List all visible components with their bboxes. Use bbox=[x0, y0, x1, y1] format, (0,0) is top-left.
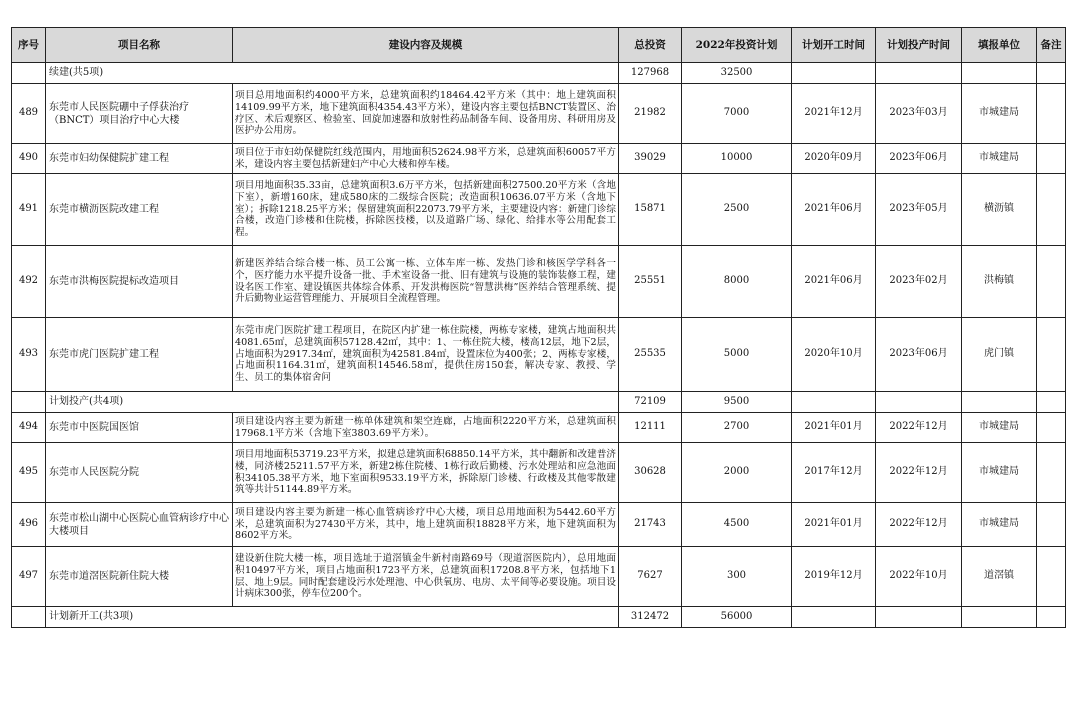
row-plan: 10000 bbox=[682, 144, 792, 174]
row-note bbox=[1037, 413, 1066, 443]
row-production: 2022年10月 bbox=[876, 547, 962, 607]
group-plan: 32500 bbox=[682, 63, 792, 84]
row-total: 7627 bbox=[619, 547, 682, 607]
row-content: 新建医养结合综合楼一栋、员工公寓一栋、立体车库一栋、发热门诊和核医学学科各一个，医疗能力水平提升设备一批、手术室设备一批、旧有建筑与设施的装饰装修工程，建设名医工作室、建设镇医共体综合体系、开发洪梅医院“智慧洪梅”医养结合管理系统、提升后勤物业运营管理能力、开展项目全流程管理。 bbox=[233, 246, 619, 318]
row-content: 项目建设内容主要为新建一栋心血管病诊疗中心大楼，项目总用地面积为5442.60平方米，总建筑面积为27430平方米，其中，地上建筑面积18828平方米，地下建筑面积为8602平方米。 bbox=[233, 503, 619, 547]
row-unit: 道滘镇 bbox=[962, 547, 1037, 607]
row-start: 2019年12月 bbox=[792, 547, 876, 607]
table-row bbox=[12, 84, 1066, 144]
row-start: 2021年06月 bbox=[792, 174, 876, 246]
row-unit: 市城建局 bbox=[962, 443, 1037, 503]
row-production: 2022年12月 bbox=[876, 443, 962, 503]
row-start: 2021年12月 bbox=[792, 84, 876, 144]
row-plan: 4500 bbox=[682, 503, 792, 547]
row-total: 15871 bbox=[619, 174, 682, 246]
row-name: 东莞市洪梅医院提标改造项目 bbox=[46, 246, 233, 318]
row-plan: 2000 bbox=[682, 443, 792, 503]
header-unit: 填报单位 bbox=[962, 28, 1037, 63]
row-total: 30628 bbox=[619, 443, 682, 503]
group-row bbox=[12, 607, 1066, 628]
table-header-row bbox=[12, 28, 1066, 63]
group-title: 计划新开工(共3项) bbox=[46, 607, 619, 628]
row-start: 2020年09月 bbox=[792, 144, 876, 174]
row-note bbox=[1037, 503, 1066, 547]
table-row bbox=[12, 443, 1066, 503]
header-seq: 序号 bbox=[12, 28, 46, 63]
row-seq: 492 bbox=[12, 246, 46, 318]
row-name: 东莞市横沥医院改建工程 bbox=[46, 174, 233, 246]
group-title: 续建(共5项) bbox=[46, 63, 619, 84]
row-start: 2021年01月 bbox=[792, 413, 876, 443]
row-seq: 497 bbox=[12, 547, 46, 607]
row-plan: 2700 bbox=[682, 413, 792, 443]
row-content: 项目建设内容主要为新建一栋单体建筑和架空连廊，占地面积2220平方米，总建筑面积17968.1平方米（含地下室3803.69平方米）。 bbox=[233, 413, 619, 443]
group-plan: 56000 bbox=[682, 607, 792, 628]
row-production: 2023年03月 bbox=[876, 84, 962, 144]
row-unit: 市城建局 bbox=[962, 144, 1037, 174]
header-total: 总投资 bbox=[619, 28, 682, 63]
row-plan: 300 bbox=[682, 547, 792, 607]
row-note bbox=[1037, 318, 1066, 392]
group-plan: 9500 bbox=[682, 392, 792, 413]
row-note bbox=[1037, 547, 1066, 607]
row-total: 21743 bbox=[619, 503, 682, 547]
row-note bbox=[1037, 443, 1066, 503]
row-unit: 横沥镇 bbox=[962, 174, 1037, 246]
row-total: 39029 bbox=[619, 144, 682, 174]
row-start: 2021年01月 bbox=[792, 503, 876, 547]
row-plan: 7000 bbox=[682, 84, 792, 144]
row-name: 东莞市中医院国医馆 bbox=[46, 413, 233, 443]
group-total: 312472 bbox=[619, 607, 682, 628]
table-row bbox=[12, 413, 1066, 443]
projects-table bbox=[11, 27, 1066, 628]
row-total: 25535 bbox=[619, 318, 682, 392]
row-seq: 496 bbox=[12, 503, 46, 547]
table-row bbox=[12, 144, 1066, 174]
row-note bbox=[1037, 144, 1066, 174]
row-total: 21982 bbox=[619, 84, 682, 144]
row-name: 东莞市人民医院硼中子俘获治疗（BNCT）项目治疗中心大楼 bbox=[46, 84, 233, 144]
row-seq: 491 bbox=[12, 174, 46, 246]
row-content: 项目用地面积35.33亩，总建筑面积3.6万平方米，包括新建面积27500.20平方米（含地下室），新增160床，建成580床的二级综合医院；改造面积10636.07平方米（含地下室）；拆除1218.25平方米；保留建筑面积22073.79平方米，主要建设内容：新建门诊综合楼，改造门诊楼和住院楼，拆除医技楼，以及道路广场、绿化、给排水等公用配套工程。 bbox=[233, 174, 619, 246]
row-production: 2022年12月 bbox=[876, 413, 962, 443]
row-unit: 市城建局 bbox=[962, 84, 1037, 144]
row-unit: 市城建局 bbox=[962, 413, 1037, 443]
row-name: 东莞市妇幼保健院扩建工程 bbox=[46, 144, 233, 174]
table-row bbox=[12, 246, 1066, 318]
row-production: 2023年05月 bbox=[876, 174, 962, 246]
row-unit: 洪梅镇 bbox=[962, 246, 1037, 318]
row-seq: 494 bbox=[12, 413, 46, 443]
row-content: 建设新住院大楼一栋，项目选址于道滘镇金牛新村南路69号（现道滘医院内），总用地面积10497平方米，项目占地面积1723平方米，总建筑面积17208.8平方米，包括地下1层、地上9层。同时配套建设污水处理池、中心供氧房、电房、太平间等必要设施。项目设计病床300张，停车位200个。 bbox=[233, 547, 619, 607]
table-row bbox=[12, 503, 1066, 547]
row-content: 项目位于市妇幼保健院红线范围内，用地面积52624.98平方米，总建筑面积60057平方米，建设内容主要包括新建妇产中心大楼和停车楼。 bbox=[233, 144, 619, 174]
row-start: 2017年12月 bbox=[792, 443, 876, 503]
row-plan: 5000 bbox=[682, 318, 792, 392]
row-production: 2023年06月 bbox=[876, 318, 962, 392]
row-name: 东莞市松山湖中心医院心血管病诊疗中心大楼项目 bbox=[46, 503, 233, 547]
row-start: 2020年10月 bbox=[792, 318, 876, 392]
group-total: 72109 bbox=[619, 392, 682, 413]
row-content: 项目总用地面积约4000平方米，总建筑面积约18464.42平方米（其中：地上建筑面积14109.99平方米，地下建筑面积4354.43平方米），建设内容主要包括BNCT装置区、治疗区、术后观察区、检验室、回旋加速器和放射性药品制备车间、设备用房、科研用房及医护办公用房。 bbox=[233, 84, 619, 144]
table-row bbox=[12, 547, 1066, 607]
table-row bbox=[12, 174, 1066, 246]
group-row bbox=[12, 63, 1066, 84]
header-content: 建设内容及规模 bbox=[233, 28, 619, 63]
row-production: 2023年06月 bbox=[876, 144, 962, 174]
table-row bbox=[12, 318, 1066, 392]
row-note bbox=[1037, 246, 1066, 318]
row-seq: 495 bbox=[12, 443, 46, 503]
header-production: 计划投产时间 bbox=[876, 28, 962, 63]
header-plan2022: 2022年投资计划 bbox=[682, 28, 792, 63]
row-name: 东莞市虎门医院扩建工程 bbox=[46, 318, 233, 392]
row-production: 2022年12月 bbox=[876, 503, 962, 547]
header-note: 备注 bbox=[1037, 28, 1066, 63]
row-unit: 虎门镇 bbox=[962, 318, 1037, 392]
row-plan: 8000 bbox=[682, 246, 792, 318]
row-start: 2021年06月 bbox=[792, 246, 876, 318]
row-production: 2023年02月 bbox=[876, 246, 962, 318]
row-note bbox=[1037, 174, 1066, 246]
group-title: 计划投产(共4项) bbox=[46, 392, 619, 413]
row-unit: 市城建局 bbox=[962, 503, 1037, 547]
group-row bbox=[12, 392, 1066, 413]
row-total: 25551 bbox=[619, 246, 682, 318]
header-name: 项目名称 bbox=[46, 28, 233, 63]
row-name: 东莞市道滘医院新住院大楼 bbox=[46, 547, 233, 607]
row-seq: 490 bbox=[12, 144, 46, 174]
row-total: 12111 bbox=[619, 413, 682, 443]
row-seq: 489 bbox=[12, 84, 46, 144]
row-name: 东莞市人民医院分院 bbox=[46, 443, 233, 503]
header-start: 计划开工时间 bbox=[792, 28, 876, 63]
row-content: 东莞市虎门医院扩建工程项目，在院区内扩建一栋住院楼，两栋专家楼，建筑占地面积共4081.65㎡，总建筑面积57128.42㎡，其中：1、一栋住院大楼，楼高12层，地下2层，占地面积为2917.34㎡，建筑面积为42581.84㎡，设置床位为400张；2、两栋专家楼，占地面积1164.31㎡，建筑面积14546.58㎡，提供住房150套，解决专家、教授、学生、员工的集体宿舍问 bbox=[233, 318, 619, 392]
row-plan: 2500 bbox=[682, 174, 792, 246]
row-content: 项目用地面积53719.23平方米，拟建总建筑面积68850.14平方米，其中翻新和改建普济楼，同济楼25211.57平方米，新建2栋住院楼、1栋行政后勤楼、污水处理站和应急池面积34105.38平方米，地下室面积9533.19平方米，拆除原门诊楼、行政楼及其他零散建筑等共计51144.89平方米。 bbox=[233, 443, 619, 503]
row-note bbox=[1037, 84, 1066, 144]
group-total: 127968 bbox=[619, 63, 682, 84]
row-seq: 493 bbox=[12, 318, 46, 392]
